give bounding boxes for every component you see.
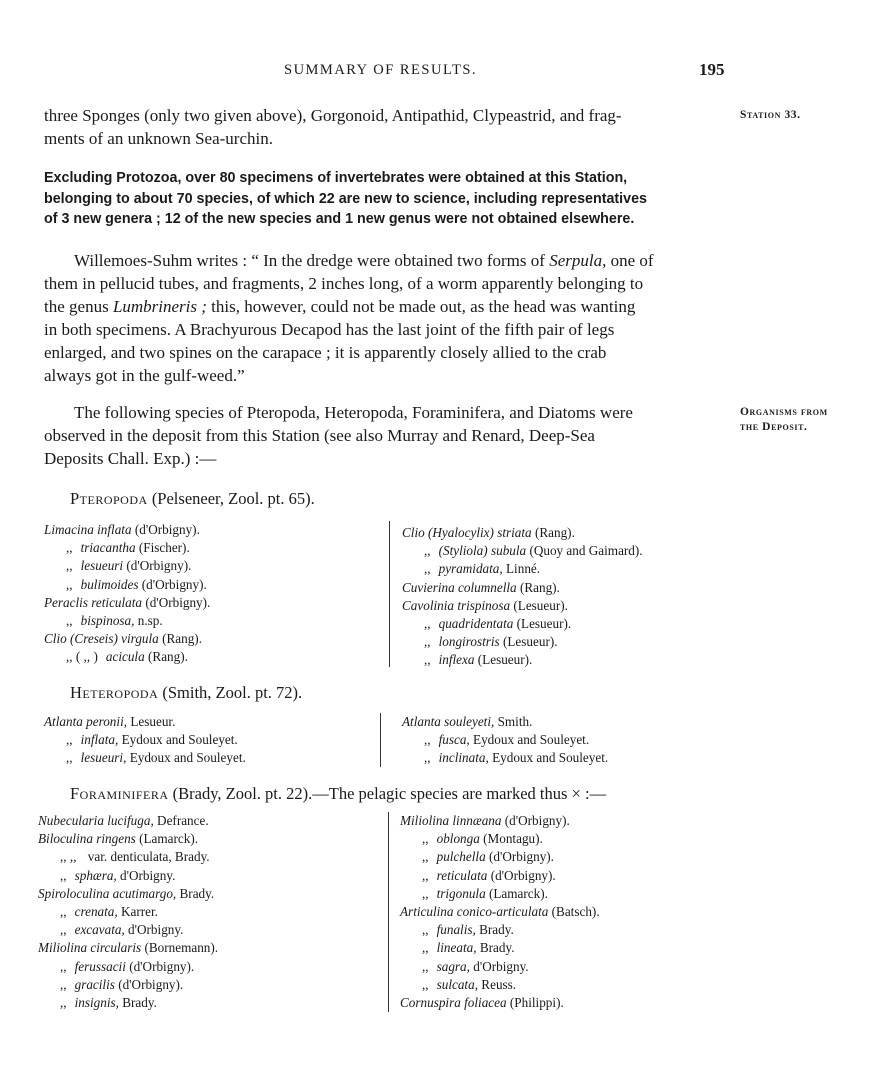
species-entry (44, 539, 210, 557)
species-name: ferussacii (74, 958, 126, 974)
ditto-mark: ,, (424, 750, 431, 766)
species-authority: Eydoux and Souleyet. (118, 732, 238, 748)
species-entry (402, 651, 643, 669)
species-name: inflata, (80, 732, 119, 748)
heteropoda-right-list (402, 713, 608, 768)
species-name: oblonga (436, 831, 480, 847)
ditto-mark: ,, (66, 613, 73, 629)
ditto-mark: ,, (422, 958, 429, 974)
species-authority: n.sp. (134, 613, 163, 629)
pteropoda-heading: Pteropoda (Pelseneer, Zool. pt. 65). (70, 489, 315, 508)
species-name: pyramidata, (438, 561, 503, 577)
species-entry (38, 830, 218, 848)
ditto-mark: ,, (424, 634, 431, 650)
species-authority: (Bornemann). (141, 940, 219, 956)
species-authority: (d'Orbigny). (125, 958, 195, 974)
column-divider (388, 812, 389, 1012)
species-entry (38, 939, 218, 957)
species-name: Cornuspira foliacea (400, 995, 507, 1011)
ditto-mark: ,, (60, 995, 67, 1011)
species-entry (38, 921, 218, 939)
species-entry (44, 594, 210, 612)
intro-paragraph (44, 104, 722, 150)
species-authority: (Rang). (144, 649, 188, 665)
ditto-mark: ,, (422, 831, 429, 847)
species-name: longirostris (438, 634, 500, 650)
quote-line: enlarged, and two spines on the carapace ; it is apparently closely allied to the crab (44, 343, 607, 362)
species-entry (402, 615, 643, 633)
ditto-mark: ,, (66, 750, 73, 766)
ditto-mark: ,, (424, 561, 431, 577)
running-header: SUMMARY OF RESULTS. (284, 62, 478, 78)
ditto-mark: ,, (424, 732, 431, 748)
species-name: Peraclis reticulata (44, 594, 143, 610)
species-authority: Reuss. (478, 976, 517, 992)
species-authority: (d'Orbigny). (487, 867, 556, 883)
species-name: pulchella (436, 849, 486, 865)
species-authority: Eydoux and Souleyet. (469, 732, 590, 748)
ditto-mark: ,, ( ,, ) (66, 649, 98, 665)
quote-line: them in pellucid tubes, and fragments, 2 inches long, of a worm apparently belonging to (44, 274, 644, 293)
species-name: Articulina conico-articulata (400, 904, 549, 920)
ditto-mark: ,, (66, 576, 73, 592)
species-authority: (Lesueur). (510, 597, 568, 613)
species-entry (402, 560, 643, 578)
species-authority: (Lesueur). (499, 634, 558, 650)
species-name: Clio (Creseis) virgula (44, 631, 159, 647)
species-entry (44, 521, 210, 539)
species-entry (400, 939, 600, 957)
species-entry (400, 848, 600, 866)
species-name: Nubecularia lucifuga, (38, 813, 154, 828)
ditto-mark: ,, (422, 976, 429, 992)
species-name: funalis, (436, 922, 476, 938)
species-authority: (d'Orbigny). (114, 976, 184, 992)
species-authority: (d'Orbigny). (501, 813, 570, 828)
species-entry (44, 648, 210, 666)
species-name: triacantha (80, 540, 136, 556)
species-name: Spiroloculina acutimargo, (38, 885, 177, 901)
summary-paragraph (44, 168, 722, 230)
species-authority: (Rang). (158, 631, 202, 647)
summary-line: belonging to about 70 species, of which 22 are new to science, including representatives (44, 190, 648, 207)
ditto-mark: ,, (60, 904, 67, 920)
ditto-mark: ,, (424, 616, 431, 632)
species-entry (44, 557, 210, 575)
ditto-mark: ,, (60, 867, 67, 883)
species-name: excavata, (74, 922, 125, 938)
species-authority: (Rang). (531, 525, 575, 540)
species-entry (38, 994, 218, 1012)
species-authority: var. denticulata, Brady. (84, 849, 210, 865)
species-name: lineata, (436, 940, 477, 956)
species-name: Clio (Hyalocylix) striata (402, 525, 532, 540)
species-authority: Karrer. (117, 904, 158, 920)
species-name: reticulata (436, 867, 488, 883)
ditto-mark: ,, (422, 940, 429, 956)
margin-note-station: Station 33. (740, 109, 801, 121)
species-authority: (d'Orbigny). (138, 576, 207, 592)
foraminifera-right-list (400, 812, 600, 1012)
species-authority: (Montagu). (479, 831, 543, 847)
deposit-line: The following species of Pteropoda, Heteropoda, Foraminifera, and Diatoms were (74, 403, 633, 422)
species-authority: Brady. (176, 885, 215, 901)
ditto-mark: ,, (60, 922, 67, 938)
species-authority: (Rang). (516, 579, 560, 595)
species-name: (Styliola) subula (438, 543, 527, 559)
species-authority: Brady. (475, 922, 514, 938)
species-entry (400, 976, 600, 994)
species-name: crenata, (74, 904, 118, 920)
species-authority: (Fischer). (135, 540, 190, 556)
species-entry (400, 903, 600, 921)
species-entry (400, 958, 600, 976)
pteropoda-left-list (44, 521, 210, 667)
species-authority: (Batsch). (548, 904, 600, 920)
species-name: Cavolinia trispinosa (402, 597, 511, 613)
species-name: Limacina inflata (44, 522, 132, 537)
species-name: acicula (105, 649, 145, 665)
species-entry (402, 524, 643, 542)
species-authority: Eydoux and Souleyet. (126, 750, 246, 766)
species-name: inclinata, (438, 750, 489, 766)
intro-line: three Sponges (only two given above), Gorgonoid, Antipathid, Clypeastrid, and frag- (44, 106, 622, 125)
species-name: lesueuri, (80, 750, 127, 766)
ditto-mark: ,, (66, 540, 73, 556)
ditto-mark: ,, (66, 558, 73, 574)
deposit-line: Deposits Chall. Exp.) :— (44, 449, 217, 468)
species-entry (44, 731, 246, 749)
species-name: Biloculina ringens (38, 831, 136, 847)
species-name: Miliolina circularis (38, 940, 142, 956)
pteropoda-right-list (402, 524, 643, 670)
species-entry (402, 749, 608, 767)
species-name: insignis, (74, 995, 119, 1011)
species-authority: Linné. (502, 561, 541, 577)
species-authority: (d'Orbigny). (142, 594, 211, 610)
species-authority: (Quoy and Gaimard). (526, 543, 643, 559)
species-entry (402, 713, 608, 731)
ditto-mark: ,, (422, 867, 429, 883)
heteropoda-heading: Heteropoda (Smith, Zool. pt. 72). (70, 683, 303, 702)
species-entry (44, 749, 246, 767)
species-entry (38, 976, 218, 994)
species-entry (402, 579, 643, 597)
species-entry (400, 812, 600, 830)
species-entry (402, 633, 643, 651)
ditto-mark: ,, (424, 543, 431, 559)
species-authority: (Lamarck). (135, 831, 199, 847)
species-authority: (d'Orbigny). (123, 558, 192, 574)
species-name: Cuvierina columnella (402, 579, 517, 595)
species-name: sagra, (436, 958, 470, 974)
species-authority: (d'Orbigny). (131, 522, 200, 537)
species-entry (400, 885, 600, 903)
ditto-mark: ,, (422, 922, 429, 938)
page-number: 195 (699, 60, 725, 79)
species-name: Atlanta peronii, (44, 714, 128, 729)
ditto-mark: ,, (60, 958, 67, 974)
species-name: inflexa (438, 652, 475, 668)
quote-line: the genus Lumbrineris ; this, however, could not be made out, as the head was wanting (44, 297, 636, 316)
quote-line: always got in the gulf-weed.” (44, 366, 245, 385)
species-authority: Brady. (118, 995, 157, 1011)
species-entry (402, 542, 643, 560)
species-entry (38, 885, 218, 903)
species-authority: (d'Orbigny). (485, 849, 554, 865)
species-entry (38, 867, 218, 885)
species-name: bispinosa, (80, 613, 135, 629)
species-authority: Smith. (494, 714, 533, 729)
species-entry (400, 830, 600, 848)
species-authority: d'Orbigny. (469, 958, 529, 974)
species-authority: Eydoux and Souleyet. (488, 750, 609, 766)
ditto-mark: ,, (66, 732, 73, 748)
species-authority: d'Orbigny. (116, 867, 176, 883)
species-entry (402, 731, 608, 749)
margin-note-organisms-line1: Organisms from (740, 406, 828, 418)
foraminifera-heading: Foraminifera (Brady, Zool. pt. 22).—The pelagic species are marked thus × :— (70, 784, 607, 803)
species-entry (44, 612, 210, 630)
species-entry (38, 958, 218, 976)
species-entry (38, 848, 218, 866)
species-entry (44, 576, 210, 594)
species-name: Atlanta souleyeti, (402, 714, 495, 729)
deposit-paragraph (44, 401, 722, 470)
species-authority: (Lamarck). (485, 885, 548, 901)
ditto-mark: ,, (422, 885, 429, 901)
species-name: sulcata, (436, 976, 478, 992)
species-authority: d'Orbigny. (124, 922, 184, 938)
species-entry (44, 630, 210, 648)
ditto-mark: ,, (60, 976, 67, 992)
species-entry (38, 812, 218, 830)
species-entry (400, 867, 600, 885)
quote-paragraph (44, 249, 722, 387)
deposit-line: observed in the deposit from this Station (see also Murray and Renard, Deep-Sea (44, 426, 595, 445)
species-authority: Lesueur. (127, 714, 176, 729)
ditto-mark: ,, (424, 652, 431, 668)
species-name: quadridentata (438, 616, 514, 632)
species-authority: Brady. (476, 940, 515, 956)
species-name: Miliolina linnæana (400, 813, 502, 828)
quote-line: in both specimens. A Brachyurous Decapod has the last joint of the fifth pair of legs (44, 320, 615, 339)
species-entry (402, 597, 643, 615)
margin-note-organisms (740, 405, 828, 435)
ditto-mark: ,, ,, (60, 849, 77, 865)
heteropoda-left-list (44, 713, 246, 768)
species-entry (400, 921, 600, 939)
species-authority: (Philippi). (506, 995, 564, 1011)
foraminifera-left-list (38, 812, 218, 1012)
species-name: sphæra, (74, 867, 117, 883)
species-authority: Defrance. (153, 813, 209, 828)
species-name: trigonula (436, 885, 486, 901)
species-entry (38, 903, 218, 921)
quote-line: Willemoes-Suhm writes : “ In the dredge were obtained two forms of Serpula, one of (74, 251, 654, 270)
species-name: fusca, (438, 732, 470, 748)
species-authority: (Lesueur). (513, 616, 572, 632)
species-entry (400, 994, 600, 1012)
intro-line: ments of an unknown Sea-urchin. (44, 129, 273, 148)
margin-note-organisms-line2: the Deposit. (740, 421, 808, 433)
species-name: bulimoides (80, 576, 139, 592)
species-name: gracilis (74, 976, 115, 992)
column-divider (380, 713, 381, 767)
species-name: lesueuri (80, 558, 124, 574)
summary-line: Excluding Protozoa, over 80 specimens of invertebrates were obtained at this Station, (44, 170, 628, 186)
species-authority: (Lesueur). (474, 652, 533, 668)
species-entry (44, 713, 246, 731)
summary-line: of 3 new genera ; 12 of the new species and 1 new genus were not obtained elsewhere. (44, 211, 635, 227)
ditto-mark: ,, (422, 849, 429, 865)
column-divider (389, 521, 390, 667)
